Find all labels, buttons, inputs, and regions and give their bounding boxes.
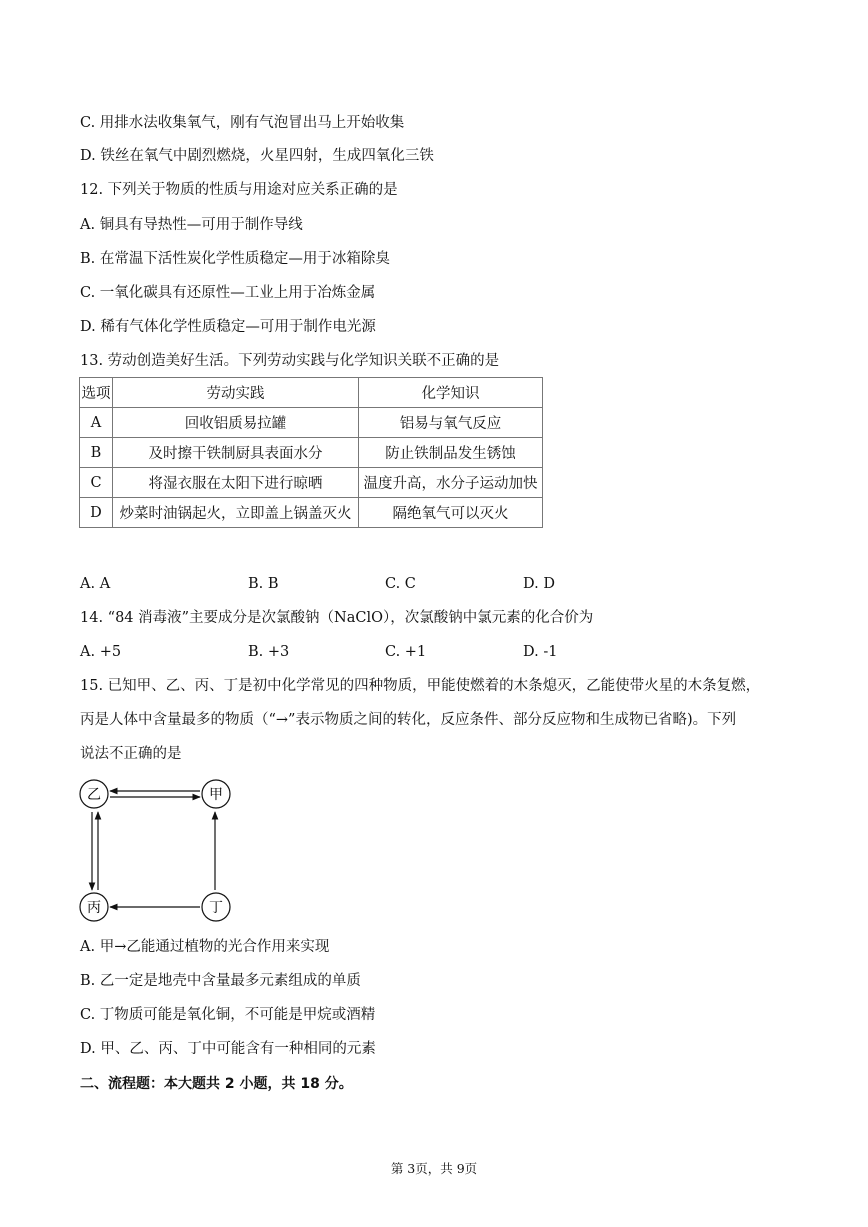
node-yi-label: 乙	[87, 787, 101, 803]
table-cell: 温度升高，水分子运动加快	[359, 468, 543, 498]
question-13-option-d: D. D	[523, 576, 555, 592]
table-header-cell: 劳动实践	[113, 378, 359, 408]
table-cell: C	[80, 468, 113, 498]
table-cell: D	[80, 498, 113, 528]
table-cell: 将湿衣服在太阳下进行晾晒	[113, 468, 359, 498]
page-footer: 第 3页，共 9页	[390, 1161, 478, 1176]
question-11-option-c: C. 用排水法收集氧气，刚有气泡冒出马上开始收集	[80, 115, 405, 131]
node-ding-label: 丁	[209, 900, 223, 916]
question-15-stem-line-1: 15. 已知甲、乙、丙、丁是初中化学常见的四种物质，甲能使燃着的木条熄灭，乙能使带火星的木条复燃，	[80, 678, 761, 694]
node-jia-label: 甲	[209, 787, 223, 803]
question-15-stem-line-2: 丙是人体中含量最多的物质（“→”表示物质之间的转化，反应条件、部分反应物和生成物已省略)。下列	[80, 712, 737, 728]
question-13-option-a: A. A	[80, 576, 111, 592]
question-12-stem: 12. 下列关于物质的性质与用途对应关系正确的是	[80, 182, 398, 198]
table-header-row	[80, 378, 543, 408]
question-15-option-b: B. 乙一定是地壳中含量最多元素组成的单质	[80, 973, 361, 989]
question-14-option-a: A. +5	[80, 644, 122, 660]
question-15-option-d: D. 甲、乙、丙、丁中可能含有一种相同的元素	[80, 1041, 376, 1057]
question-13-table	[79, 377, 543, 528]
table-cell: 隔绝氧气可以灭火	[359, 498, 543, 528]
table-cell: 及时擦干铁制厨具表面水分	[113, 438, 359, 468]
question-12-option-d: D. 稀有气体化学性质稳定—可用于制作电光源	[80, 319, 376, 335]
table-row	[80, 408, 543, 438]
conversion-diagram	[70, 772, 240, 932]
question-13-option-c: C. C	[385, 576, 416, 592]
table-row	[80, 498, 543, 528]
question-12-option-b: B. 在常温下活性炭化学性质稳定—用于冰箱除臭	[80, 251, 390, 267]
question-12-option-c: C. 一氧化碳具有还原性—工业上用于冶炼金属	[80, 285, 376, 301]
table-cell: A	[80, 408, 113, 438]
question-14-stem: 14. “84 消毒液”主要成分是次氯酸钠（NaClO），次氯酸钠中氯元素的化合价为	[80, 610, 594, 626]
question-12-option-a: A. 铜具有导热性—可用于制作导线	[80, 217, 303, 233]
question-11-option-d: D. 铁丝在氧气中剧烈燃烧，火星四射，生成四氧化三铁	[80, 148, 434, 164]
table-cell: B	[80, 438, 113, 468]
question-14-option-b: B. +3	[248, 644, 290, 660]
table-cell: 回收铝质易拉罐	[113, 408, 359, 438]
table-row	[80, 438, 543, 468]
table-cell: 防止铁制品发生锈蚀	[359, 438, 543, 468]
table-row	[80, 468, 543, 498]
question-13-stem: 13. 劳动创造美好生活。下列劳动实践与化学知识关联不正确的是	[80, 353, 500, 369]
question-15-stem-line-3: 说法不正确的是	[80, 746, 182, 762]
question-13-option-b: B. B	[248, 576, 279, 592]
section-heading: 二、流程题：本大题共 2 小题，共 18 分。	[80, 1076, 353, 1092]
question-15-option-a: A. 甲→乙能通过植物的光合作用来实现	[80, 939, 330, 955]
question-15-option-c: C. 丁物质可能是氧化铜，不可能是甲烷或酒精	[80, 1007, 376, 1023]
table-header-cell: 选项	[80, 378, 113, 408]
question-14-option-d: D. -1	[523, 644, 558, 660]
node-bing-label: 丙	[87, 900, 101, 916]
question-14-option-c: C. +1	[385, 644, 427, 660]
table-cell: 铝易与氧气反应	[359, 408, 543, 438]
table-cell: 炒菜时油锅起火，立即盖上锅盖灭火	[113, 498, 359, 528]
table-header-cell: 化学知识	[359, 378, 543, 408]
